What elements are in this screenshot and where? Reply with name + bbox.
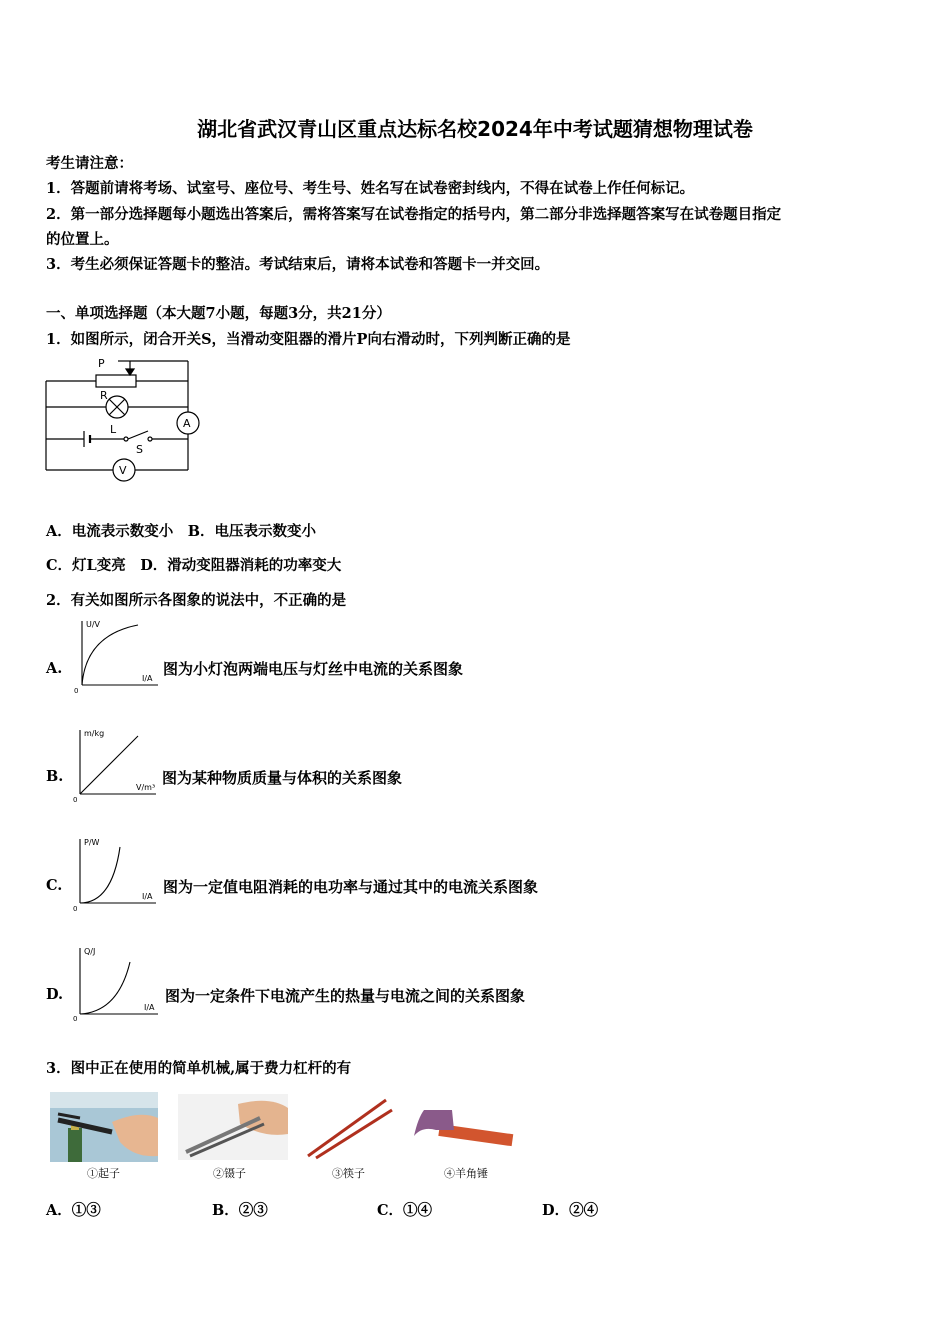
graph-b-xlabel: V/m³ bbox=[136, 783, 156, 792]
notice-item-1: 1．答题前请将考场、试室号、座位号、考生号、姓名写在试卷密封线内，不得在试卷上作任何标记。 bbox=[46, 180, 695, 197]
notice-item-2-cont: 的位置上。 bbox=[46, 231, 119, 248]
graph-b-origin: 0 bbox=[73, 796, 78, 804]
q2-graph-d bbox=[72, 942, 164, 1022]
q3-image-4-caption: ④羊角锤 bbox=[444, 1167, 488, 1180]
q3-image-3-caption: ③筷子 bbox=[332, 1167, 365, 1180]
voltmeter-icon: V bbox=[119, 464, 127, 477]
q2-option-c-label: C. bbox=[46, 877, 63, 894]
q3-option-d: D．②④ bbox=[542, 1202, 599, 1219]
q1-stem: 1．如图所示，闭合开关S，当滑动变阻器的滑片P向右滑动时，下列判断正确的是 bbox=[46, 331, 571, 348]
tweezers-image bbox=[178, 1094, 288, 1160]
graph-d-ylabel: Q/J bbox=[84, 947, 96, 956]
q2-option-a-text: 图为小灯泡两端电压与灯丝中电流的关系图象 bbox=[163, 660, 464, 678]
graph-c-origin: 0 bbox=[73, 905, 78, 913]
graph-a-xlabel: I/A bbox=[142, 674, 153, 683]
hammer-image bbox=[410, 1096, 518, 1156]
q1-options-ab: A．电流表示数变小 B．电压表示数变小 bbox=[46, 523, 317, 540]
section1-heading: 一、单项选择题（本大题7小题，每题3分，共21分） bbox=[46, 305, 391, 322]
label-p: P bbox=[98, 357, 105, 370]
bottle-opener-image bbox=[50, 1092, 158, 1162]
q1-options-cd: C．灯L变亮 D．滑动变阻器消耗的功率变大 bbox=[46, 557, 342, 574]
q3-image-1-caption: ①起子 bbox=[87, 1167, 120, 1180]
graph-a-origin: 0 bbox=[74, 687, 79, 695]
q2-option-b-label: B. bbox=[46, 768, 64, 785]
notice-heading: 考生请注意： bbox=[46, 155, 133, 172]
page-title: 湖北省武汉青山区重点达标名校2024年中考试题猜想物理试卷 bbox=[197, 117, 753, 141]
q3-option-b: B．②③ bbox=[212, 1202, 268, 1219]
q2-option-b-text: 图为某种物质质量与体积的关系图象 bbox=[162, 769, 403, 787]
graph-d-origin: 0 bbox=[73, 1015, 78, 1022]
graph-b-ylabel: m/kg bbox=[84, 729, 105, 738]
q2-option-d-text: 图为一定条件下电流产生的热量与电流之间的关系图象 bbox=[165, 987, 526, 1005]
graph-a-ylabel: U/V bbox=[86, 620, 101, 629]
label-s: S bbox=[136, 443, 143, 456]
label-r: R bbox=[100, 389, 108, 402]
q2-option-c-text: 图为一定值电阻消耗的电功率与通过其中的电流关系图象 bbox=[163, 878, 539, 896]
q2-graph-a bbox=[72, 615, 162, 695]
q3-stem: 3．图中正在使用的简单机械,属于费力杠杆的有 bbox=[46, 1060, 352, 1077]
q1-circuit-diagram bbox=[40, 355, 210, 490]
notice-item-3: 3．考生必须保证答题卡的整洁。考试结束后，请将本试卷和答题卡一并交回。 bbox=[46, 256, 550, 273]
q2-graph-b bbox=[72, 724, 162, 804]
graph-c-ylabel: P/W bbox=[84, 838, 100, 847]
q3-option-c: C．①④ bbox=[377, 1202, 433, 1219]
q2-graph-c bbox=[72, 833, 162, 913]
q2-option-a-label: A. bbox=[46, 660, 63, 677]
graph-c-xlabel: I/A bbox=[142, 892, 153, 901]
q2-option-d-label: D. bbox=[46, 986, 64, 1003]
notice-item-2: 2．第一部分选择题每小题选出答案后，需将答案写在试卷指定的括号内，第二部分非选择题答案写在试卷题目指定 bbox=[46, 206, 782, 223]
label-l: L bbox=[110, 423, 117, 436]
chopsticks-image bbox=[302, 1094, 394, 1160]
graph-d-xlabel: I/A bbox=[144, 1003, 155, 1012]
ammeter-icon: A bbox=[183, 417, 191, 430]
q2-stem: 2．有关如图所示各图象的说法中，不正确的是 bbox=[46, 592, 347, 609]
q3-image-2-caption: ②镊子 bbox=[213, 1167, 246, 1180]
q3-option-a: A．①③ bbox=[46, 1202, 101, 1219]
